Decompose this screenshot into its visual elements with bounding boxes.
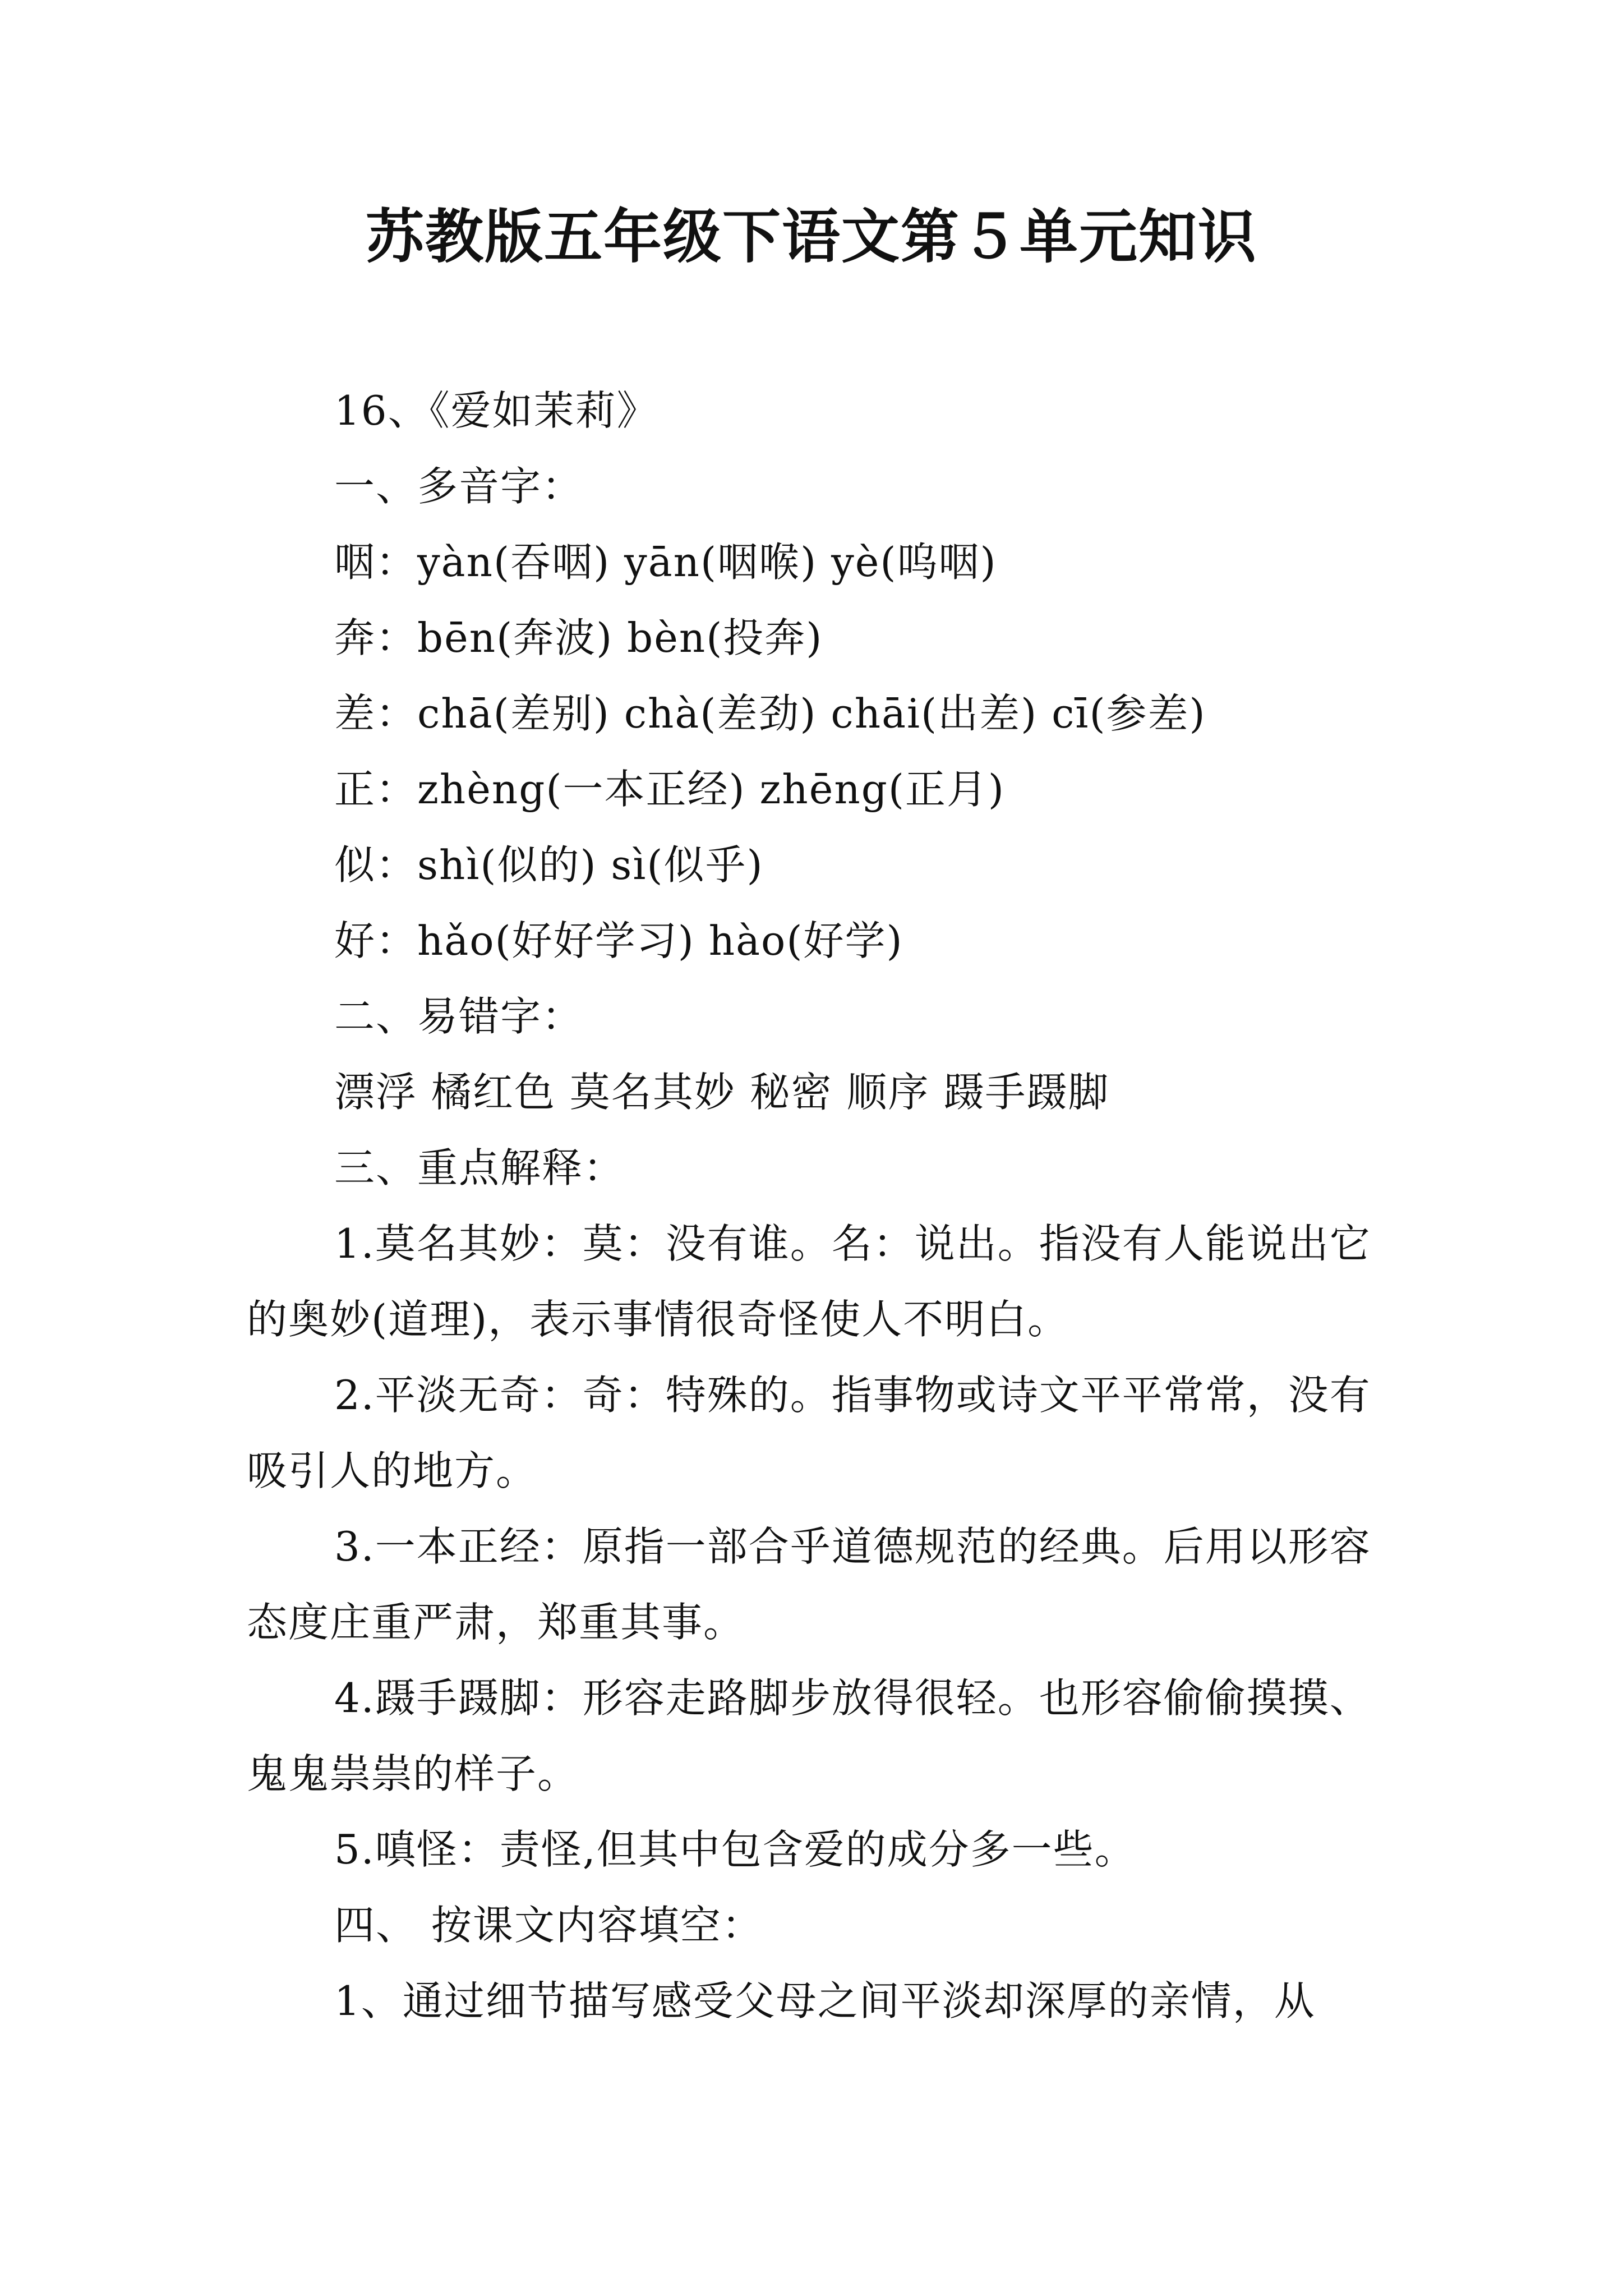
lesson-heading: 16、《爱如茉莉》 <box>334 387 658 434</box>
polyphone-line: 咽：yàn(吞咽) yān(咽喉) yè(呜咽) <box>334 539 997 586</box>
explanation-paragraph: 3.一本正经：原指一部合乎道德规范的经典。后用以形容态度庄重严肃，郑重其事。 <box>247 1523 1371 1646</box>
polyphone-line: 差：chā(差别) chà(差劲) chāi(出差) cī(参差) <box>334 690 1206 737</box>
error-prone-words: 漂浮 橘红色 莫名其妙 秘密 顺序 蹑手蹑脚 <box>334 1069 1110 1116</box>
explanation-paragraph: 1.莫名其妙：莫：没有谁。名：说出。指没有人能说出它的奥妙(道理)，表示事情很奇怪使人不明白。 <box>247 1220 1371 1343</box>
explanation-paragraph: 2.平淡无奇：奇：特殊的。指事物或诗文平平常常，没有吸引人的地方。 <box>247 1372 1371 1494</box>
polyphone-line: 好：hǎo(好好学习) hào(好学) <box>334 917 903 964</box>
polyphone-line: 奔：bēn(奔波) bèn(投奔) <box>334 614 823 661</box>
explanation-paragraph: 5.嗔怪：责怪,但其中包含爱的成分多一些。 <box>334 1826 1136 1873</box>
fill-in-paragraph: 1、通过细节描写感受父母之间平淡却深厚的亲情，从 <box>334 1977 1316 2024</box>
document-body <box>247 373 1382 2039</box>
polyphone-line: 似：shì(似的) sì(似乎) <box>334 841 764 889</box>
section-heading-error-prone: 二、易错字： <box>334 993 584 1040</box>
section-heading-key-explanations: 三、重点解释： <box>334 1144 625 1191</box>
document-title: 苏教版五年级下语文第５单元知识 <box>365 202 1257 271</box>
polyphone-line: 正：zhèng(一本正经) zhēng(正月) <box>334 766 1005 813</box>
section-heading-polyphones: 一、多音字： <box>334 463 584 510</box>
section-heading-fill-in: 四、 按课文内容填空： <box>334 1902 763 1949</box>
explanation-paragraph: 4.蹑手蹑脚：形容走路脚步放得很轻。也形容偷偷摸摸、鬼鬼祟祟的样子。 <box>247 1674 1371 1797</box>
